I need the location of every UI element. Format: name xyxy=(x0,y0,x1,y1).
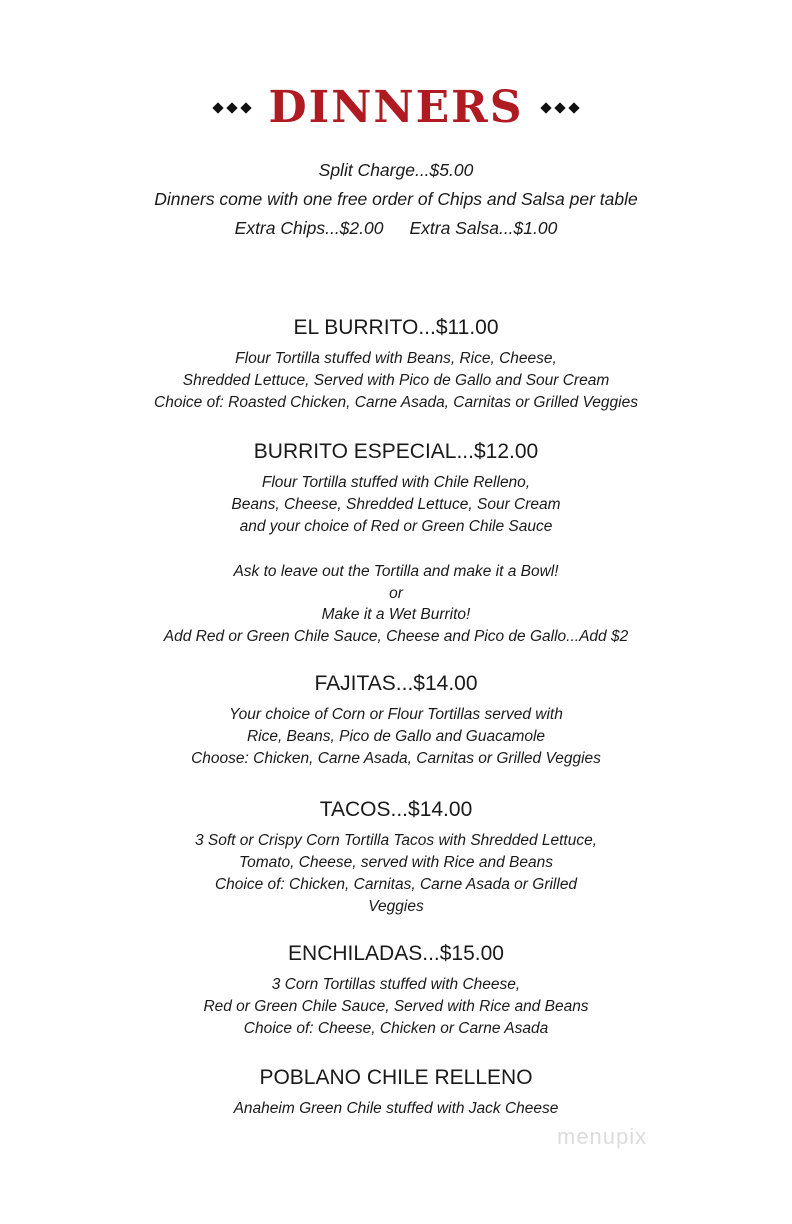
page-title: DINNERS xyxy=(268,82,524,133)
item-description xyxy=(0,830,792,918)
diamond-icon xyxy=(540,102,551,113)
desc-line: Choice of: Cheese, Chicken or Carne Asada xyxy=(243,1020,549,1037)
diamond-icon xyxy=(227,102,238,113)
item-description xyxy=(0,704,792,770)
desc-line: Choose: Chicken, Carne Asada, Carnitas or Grilled Veggies xyxy=(191,750,601,767)
bowl-note-line: Make it a Wet Burrito! xyxy=(321,606,471,623)
desc-line: Anaheim Green Chile stuffed with Jack Cheese xyxy=(233,1100,559,1117)
item-description xyxy=(0,974,792,1040)
item-description xyxy=(0,472,792,538)
diamond-icon xyxy=(213,102,224,113)
diamond-icon xyxy=(554,102,565,113)
desc-line: Your choice of Corn or Flour Tortillas served with xyxy=(229,706,563,723)
split-charge: Split Charge...$5.00 xyxy=(318,160,474,180)
desc-line: Flour Tortilla stuffed with Chile Relleno, xyxy=(261,474,531,491)
desc-line: and your choice of Red or Green Chile Sauce xyxy=(239,518,553,535)
item-name: EL BURRITO...$11.00 xyxy=(293,316,499,339)
left-diamond-ornament xyxy=(214,104,250,112)
desc-line: Rice, Beans, Pico de Gallo and Guacamole xyxy=(246,728,546,745)
menu-item-enchiladas xyxy=(0,940,792,1040)
diamond-icon xyxy=(568,102,579,113)
bowl-note-line: or xyxy=(389,584,403,602)
item-name: TACOS...$14.00 xyxy=(319,798,473,821)
intro-notes xyxy=(0,156,792,243)
item-name: POBLANO CHILE RELLENO xyxy=(259,1066,533,1089)
item-name: ENCHILADAS...$15.00 xyxy=(288,942,504,965)
desc-line: Choice of: Roasted Chicken, Carne Asada, Carnitas or Grilled Veggies xyxy=(154,394,638,411)
item-description xyxy=(0,1098,792,1120)
bowl-note-line: Add Red or Green Chile Sauce, Cheese and Pico de Gallo...Add $2 xyxy=(163,627,629,645)
menu-header xyxy=(0,82,792,134)
desc-line: 3 Soft or Crispy Corn Tortilla Tacos with Shredded Lettuce, xyxy=(194,832,598,849)
item-description xyxy=(0,348,792,414)
desc-line: Flour Tortilla stuffed with Beans, Rice, Cheese, xyxy=(235,350,557,367)
extras-line xyxy=(0,214,792,243)
desc-line: 3 Corn Tortillas stuffed with Cheese, xyxy=(271,976,521,993)
menu-item-poblano-chile-relleno xyxy=(0,1064,792,1120)
extra-chips: Extra Chips...$2.00 xyxy=(234,218,384,238)
bowl-note-line: Ask to leave out the Tortilla and make it a Bowl! xyxy=(233,563,559,580)
menu-item-el-burrito xyxy=(0,314,792,414)
right-diamond-ornament xyxy=(542,104,578,112)
extra-salsa: Extra Salsa...$1.00 xyxy=(409,218,558,238)
menu-item-burrito-especial xyxy=(0,438,792,538)
item-name: BURRITO ESPECIAL...$12.00 xyxy=(253,440,539,463)
watermark-logo: menupix xyxy=(557,1124,648,1149)
desc-line: Veggies xyxy=(368,898,424,915)
menu-item-tacos xyxy=(0,796,792,918)
desc-line: Shredded Lettuce, Served with Pico de Gallo and Sour Cream xyxy=(182,372,610,389)
desc-line: Tomato, Cheese, served with Rice and Beans xyxy=(239,854,553,871)
desc-line: Beans, Cheese, Shredded Lettuce, Sour Cream xyxy=(231,496,561,513)
item-name: FAJITAS...$14.00 xyxy=(314,672,478,695)
menu-item-fajitas xyxy=(0,670,792,770)
chips-note: Dinners come with one free order of Chips and Salsa per table xyxy=(154,189,638,209)
bowl-note xyxy=(0,561,792,647)
desc-line: Choice of: Chicken, Carnitas, Carne Asada or Grilled xyxy=(214,876,578,893)
diamond-icon xyxy=(241,102,252,113)
desc-line: Red or Green Chile Sauce, Served with Rice and Beans xyxy=(203,998,589,1015)
